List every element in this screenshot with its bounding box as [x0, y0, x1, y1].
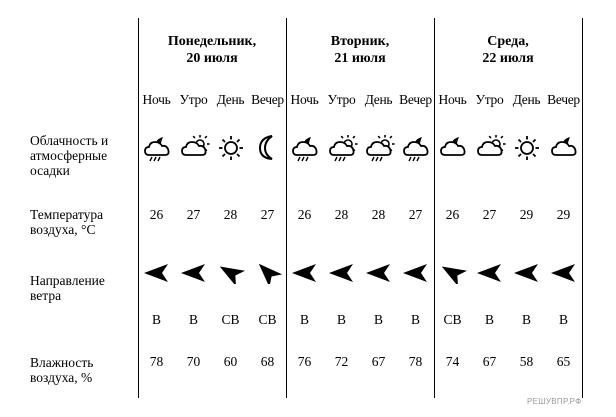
wind-direction: В: [484, 312, 494, 327]
temperature-value: 27: [408, 207, 423, 222]
row-label-humidity: Влажность воздуха, %: [30, 355, 94, 385]
day-header-tuesday: [286, 33, 434, 67]
wind-arrow-icon: [508, 262, 545, 284]
temperature-value: 27: [186, 207, 201, 222]
sun-icon: [212, 133, 249, 165]
cloud-moon-icon: [545, 133, 582, 165]
period-label: Утро: [179, 92, 208, 107]
humidity-value: 78: [408, 354, 423, 369]
temperature-value: 28: [371, 207, 386, 222]
humidity-value: 76: [297, 354, 312, 369]
day-date: 21 июля: [334, 51, 386, 66]
cloud-rain-moon-icon: [138, 133, 175, 165]
wind-arrow-icon: [175, 262, 212, 284]
cloud-rain-moon-icon: [286, 133, 323, 165]
period-label: Утро: [475, 92, 504, 107]
temperature-value: 29: [519, 207, 534, 222]
cloud-moon-icon: [434, 133, 471, 165]
day-header-monday: [138, 33, 286, 67]
wind-direction: В: [410, 312, 420, 327]
row-label-temperature: Температура воздуха, °C: [30, 207, 104, 237]
wind-arrow-icon: [323, 262, 360, 284]
period-label: День: [512, 92, 541, 107]
humidity-value: 67: [482, 354, 497, 369]
column-divider: [582, 18, 583, 398]
temperature-value: 29: [556, 207, 571, 222]
humidity-value: 67: [371, 354, 386, 369]
humidity-value: 72: [334, 354, 349, 369]
wind-arrow-icon: [397, 262, 434, 284]
wind-direction: В: [558, 312, 568, 327]
day-header-wednesday: [434, 33, 582, 67]
period-label: Вечер: [251, 92, 284, 107]
watermark: РЕШУВПР.РФ: [527, 397, 582, 406]
humidity-value: 65: [556, 354, 571, 369]
day-date: 20 июля: [186, 51, 238, 66]
sun-cloud-rain-icon: [323, 133, 360, 165]
temperature-value: 28: [334, 207, 349, 222]
day-date: 22 июля: [482, 51, 534, 66]
humidity-value: 70: [186, 354, 201, 369]
wind-direction: В: [188, 312, 198, 327]
period-label: Утро: [327, 92, 356, 107]
sun-cloud-rain-icon: [360, 133, 397, 165]
cloud-rain-moon-icon: [397, 133, 434, 165]
wind-direction: В: [299, 312, 309, 327]
wind-direction: СВ: [221, 312, 240, 327]
moon-icon: [249, 133, 286, 165]
temperature-value: 26: [149, 207, 164, 222]
period-label: Вечер: [547, 92, 580, 107]
temperature-value: 26: [445, 207, 460, 222]
wind-arrow-icon: [545, 262, 582, 284]
temperature-value: 28: [223, 207, 238, 222]
wind-arrow-icon: [138, 262, 175, 284]
wind-direction: В: [373, 312, 383, 327]
day-name: Понедельник,: [167, 34, 257, 49]
wind-direction: В: [336, 312, 346, 327]
day-name: Среда,: [487, 34, 529, 49]
period-label: Ночь: [438, 92, 467, 107]
wind-arrow-icon: [249, 262, 286, 284]
wind-direction: СВ: [258, 312, 277, 327]
row-label-clouds: Облачность и атмосферные осадки: [30, 133, 109, 178]
wind-direction: СВ: [443, 312, 462, 327]
wind-direction: В: [151, 312, 161, 327]
humidity-value: 60: [223, 354, 238, 369]
temperature-value: 27: [260, 207, 275, 222]
humidity-value: 68: [260, 354, 275, 369]
period-label: Ночь: [290, 92, 319, 107]
period-label: Вечер: [399, 92, 432, 107]
temperature-value: 26: [297, 207, 312, 222]
wind-direction: В: [521, 312, 531, 327]
period-label: День: [364, 92, 393, 107]
temperature-value: 27: [482, 207, 497, 222]
row-label-wind: Направление ветра: [30, 273, 105, 303]
period-label: Ночь: [142, 92, 171, 107]
wind-arrow-icon: [434, 262, 471, 284]
wind-arrow-icon: [471, 262, 508, 284]
wind-arrow-icon: [212, 262, 249, 284]
humidity-value: 74: [445, 354, 460, 369]
sun-cloud-icon: [175, 133, 212, 165]
wind-arrow-icon: [286, 262, 323, 284]
day-name: Вторник,: [330, 34, 390, 49]
sun-cloud-icon: [471, 133, 508, 165]
humidity-value: 58: [519, 354, 534, 369]
sun-icon: [508, 133, 545, 165]
humidity-value: 78: [149, 354, 164, 369]
period-label: День: [216, 92, 245, 107]
wind-arrow-icon: [360, 262, 397, 284]
